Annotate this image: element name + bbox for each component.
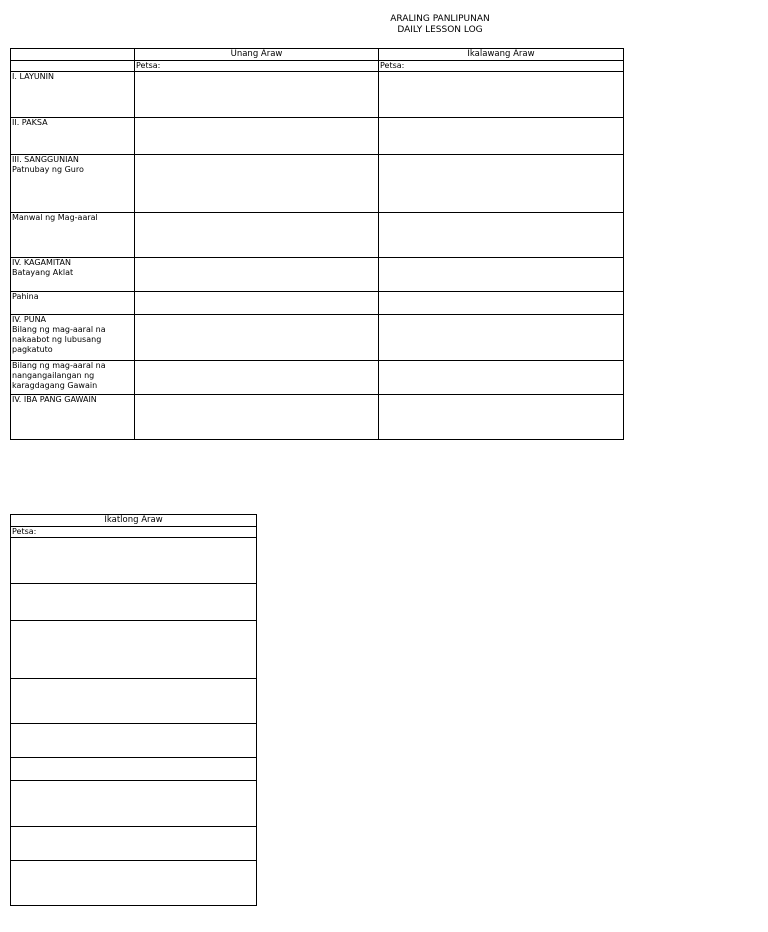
row-label-sanggunian: III. SANGGUNIAN Patnubay ng Guro <box>11 155 135 213</box>
corner-cell <box>11 49 135 61</box>
day1-kagamitan-cell[interactable] <box>135 258 379 292</box>
day2-layunin-cell[interactable] <box>379 72 624 118</box>
petsa-blank-cell <box>11 61 135 72</box>
day2-manwal-cell[interactable] <box>379 213 624 258</box>
lesson-log-table <box>10 48 624 440</box>
document-subtitle: DAILY LESSON LOG <box>397 25 483 35</box>
day3-sanggunian-cell[interactable] <box>11 621 257 679</box>
day3-petsa[interactable]: Petsa: <box>11 527 257 538</box>
row-label-manwal: Manwal ng Mag-aaral <box>11 213 135 258</box>
day1-karagdagan-cell[interactable] <box>135 361 379 395</box>
row-label-pahina: Pahina <box>11 292 135 315</box>
row-label-puna: IV. PUNA Bilang ng mag-aaral na nakaabot ng lubusang pagkatuto <box>11 315 135 361</box>
day2-pahina-cell[interactable] <box>379 292 624 315</box>
day1-header: Unang Araw <box>135 49 379 61</box>
day2-header: Ikalawang Araw <box>379 49 624 61</box>
day1-manwal-cell[interactable] <box>135 213 379 258</box>
day1-puna-cell[interactable] <box>135 315 379 361</box>
day2-karagdagan-cell[interactable] <box>379 361 624 395</box>
day3-layunin-cell[interactable] <box>11 538 257 584</box>
day3-manwal-cell[interactable] <box>11 679 257 724</box>
row-label-karagdagan: Bilang ng mag-aaral na nangangailangan ng karagdagang Gawain <box>11 361 135 395</box>
day3-table <box>10 514 257 906</box>
day3-pahina-cell[interactable] <box>11 758 257 781</box>
day1-paksa-cell[interactable] <box>135 118 379 155</box>
day1-sanggunian-cell[interactable] <box>135 155 379 213</box>
day3-kagamitan-cell[interactable] <box>11 724 257 758</box>
day1-petsa[interactable]: Petsa: <box>135 61 379 72</box>
day3-gawain-cell[interactable] <box>11 861 257 906</box>
day3-paksa-cell[interactable] <box>11 584 257 621</box>
row-label-iba-pang-gawain: IV. IBA PANG GAWAIN <box>11 395 135 440</box>
day2-puna-cell[interactable] <box>379 315 624 361</box>
day2-gawain-cell[interactable] <box>379 395 624 440</box>
day1-layunin-cell[interactable] <box>135 72 379 118</box>
day2-sanggunian-cell[interactable] <box>379 155 624 213</box>
day3-puna-cell[interactable] <box>11 781 257 827</box>
day2-kagamitan-cell[interactable] <box>379 258 624 292</box>
day2-petsa[interactable]: Petsa: <box>379 61 624 72</box>
day1-pahina-cell[interactable] <box>135 292 379 315</box>
row-label-layunin: I. LAYUNIN <box>11 72 135 118</box>
row-label-kagamitan: IV. KAGAMITAN Batayang Aklat <box>11 258 135 292</box>
row-label-paksa: II. PAKSA <box>11 118 135 155</box>
document-title: ARALING PANLIPUNAN <box>390 14 490 24</box>
day1-gawain-cell[interactable] <box>135 395 379 440</box>
day3-karagdagan-cell[interactable] <box>11 827 257 861</box>
day3-header: Ikatlong Araw <box>11 515 257 527</box>
day2-paksa-cell[interactable] <box>379 118 624 155</box>
